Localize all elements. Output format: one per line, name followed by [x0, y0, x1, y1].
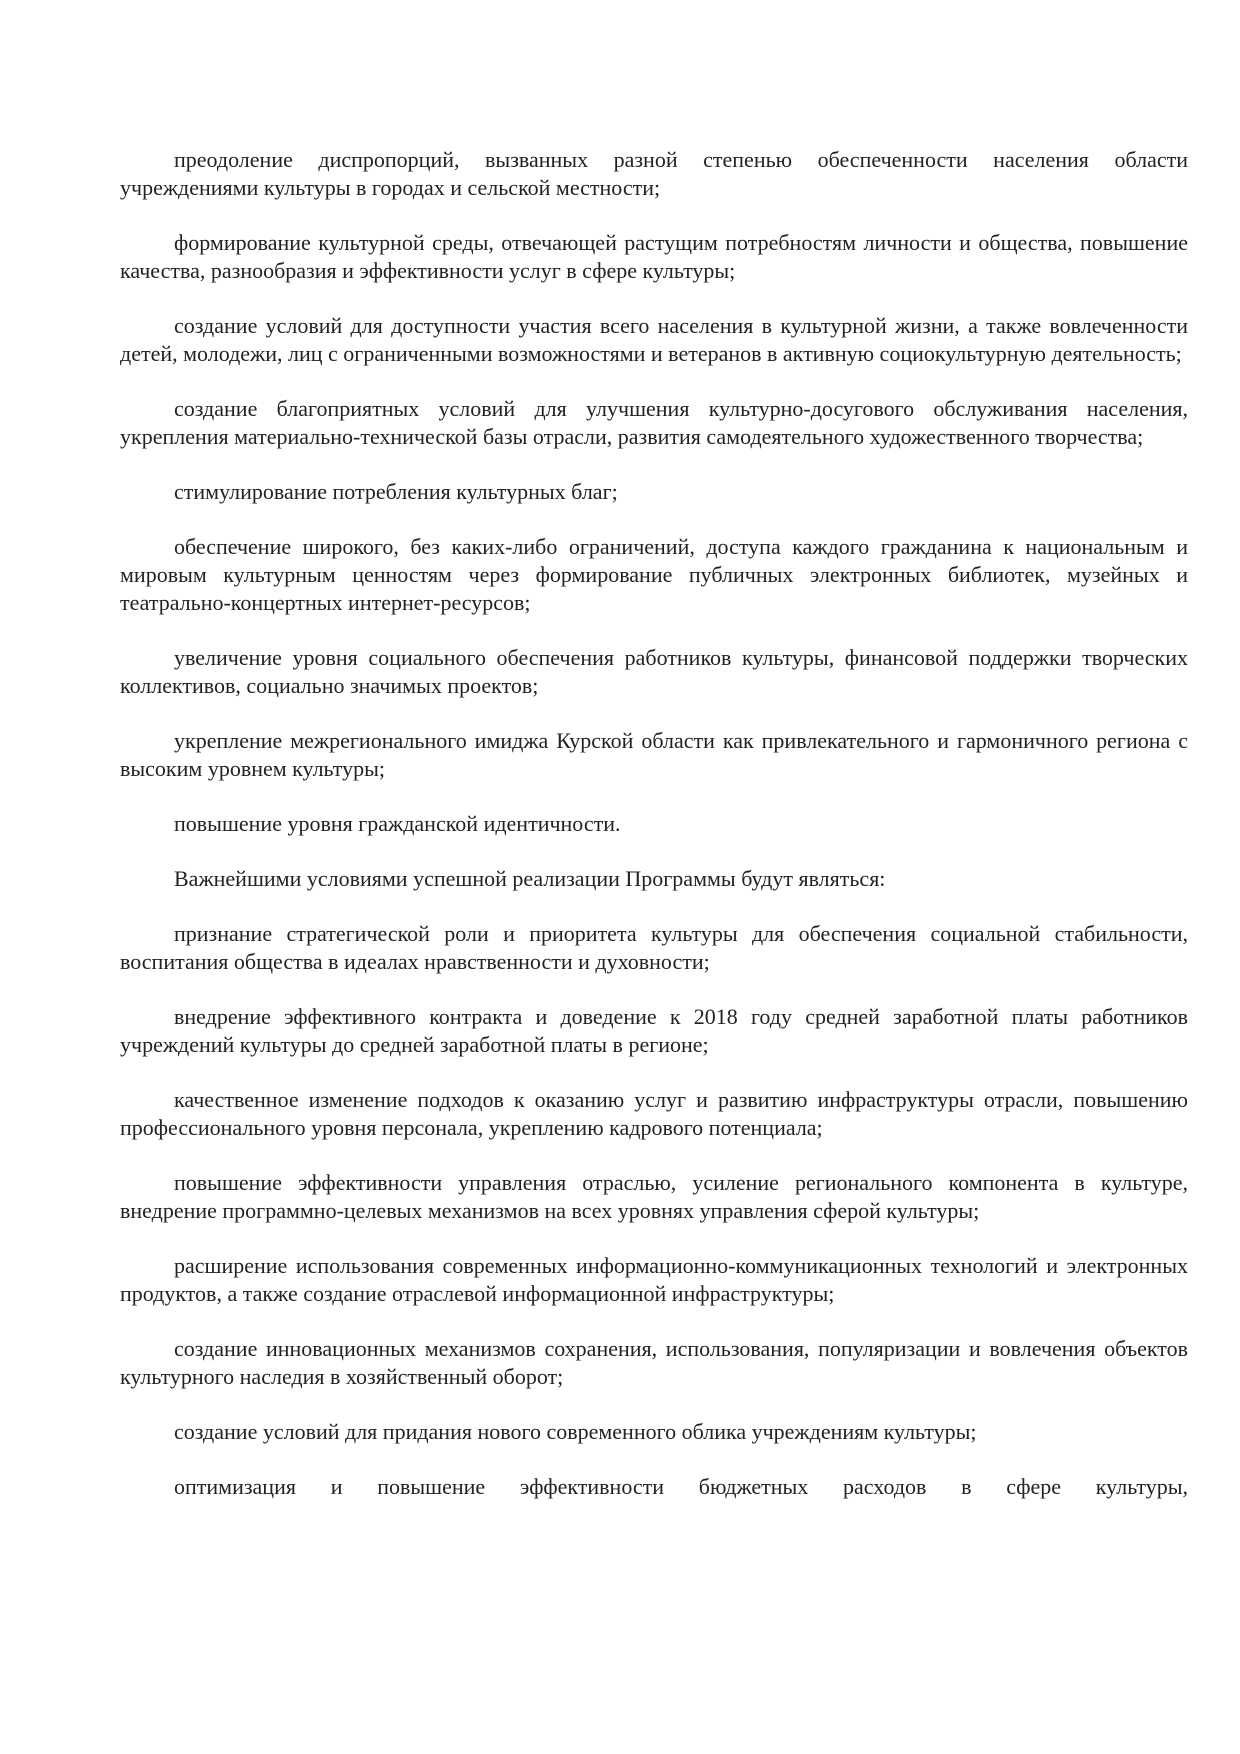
paragraph: качественное изменение подходов к оказанию услуг и развитию инфраструктуры отрасли, повышению профессионального уровня персонала, укреплению кадрового потенциала;: [120, 1087, 1188, 1140]
paragraph: создание условий для доступности участия всего населения в культурной жизни, а также вовлеченности детей, молодежи, лиц с ограниченными возможностями и ветеранов в активную социокультурную деятельность;: [120, 313, 1188, 366]
paragraph: стимулирование потребления культурных благ;: [174, 479, 618, 504]
paragraph: Важнейшими условиями успешной реализации Программы будут являться:: [174, 866, 886, 891]
paragraph: внедрение эффективного контракта и доведение к 2018 году средней заработной платы работников учреждений культуры до средней заработной платы в регионе;: [120, 1004, 1188, 1057]
paragraph: преодоление диспропорций, вызванных разной степенью обеспеченности населения области учреждениями культуры в городах и сельской местности;: [120, 147, 1188, 200]
paragraph: создание условий для придания нового современного облика учреждениям культуры;: [174, 1419, 977, 1444]
paragraph: формирование культурной среды, отвечающей растущим потребностям личности и общества, повышение качества, разнообразия и эффективности услуг в сфере культуры;: [120, 230, 1188, 283]
paragraph: создание инновационных механизмов сохранения, использования, популяризации и вовлечения объектов культурного наследия в хозяйственный оборот;: [120, 1336, 1188, 1389]
paragraph: признание стратегической роли и приоритета культуры для обеспечения социальной стабильности, воспитания общества в идеалах нравственности и духовности;: [120, 921, 1188, 974]
paragraph: укрепление межрегионального имиджа Курской области как привлекательного и гармоничного региона с высоким уровнем культуры;: [120, 728, 1188, 781]
paragraph: создание благоприятных условий для улучшения культурно-досугового обслуживания населения, укрепления материально-технической базы отрасли, развития самодеятельного художественного творчества;: [120, 396, 1188, 449]
document-body: [120, 146, 1188, 1501]
paragraph: повышение уровня гражданской идентичности.: [174, 811, 621, 836]
paragraph: повышение эффективности управления отраслью, усиление регионального компонента в культуре, внедрение программно-целевых механизмов на всех уровнях управления сферой культуры;: [120, 1170, 1188, 1223]
paragraph: увеличение уровня социального обеспечения работников культуры, финансовой поддержки творческих коллективов, социально значимых проектов;: [120, 645, 1188, 698]
paragraph-continued: оптимизация и повышение эффективности бюджетных расходов в сфере культуры,: [174, 1474, 1188, 1499]
paragraph: обеспечение широкого, без каких-либо ограничений, доступа каждого гражданина к национальным и мировым культурным ценностям через формирование публичных электронных библиотек, музейных и театрально-концертных интернет-ресурсов;: [120, 534, 1188, 615]
paragraph: расширение использования современных информационно-коммуникационных технологий и электронных продуктов, а также создание отраслевой информационной инфраструктуры;: [120, 1253, 1188, 1306]
